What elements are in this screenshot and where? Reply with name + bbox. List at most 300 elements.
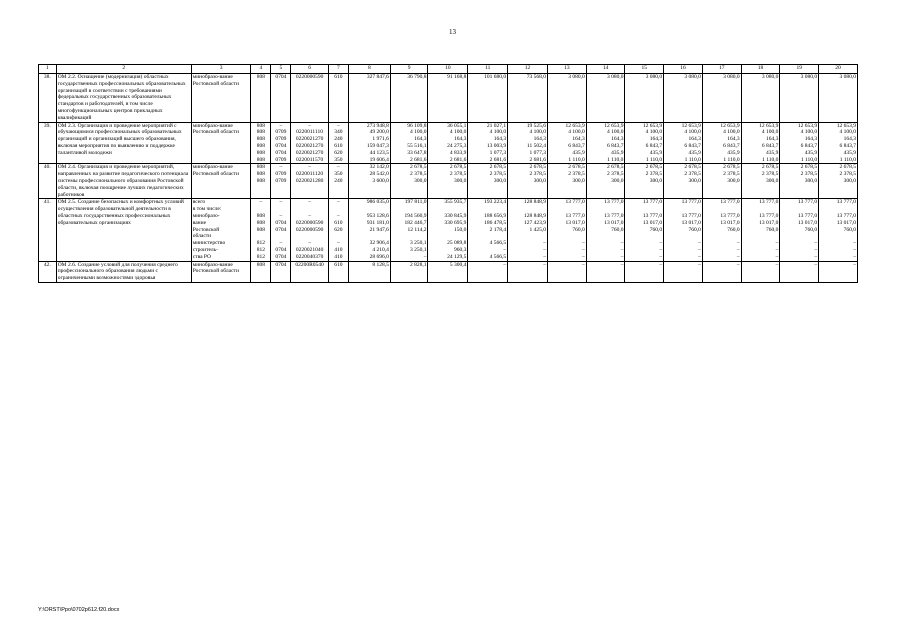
executor-line: всего (192, 199, 206, 206)
column-header: 9 (390, 65, 428, 74)
cell-value: 4 100,0 (800, 129, 818, 136)
cell-value: 13 017,0 (759, 219, 779, 226)
amount-cell (702, 74, 741, 123)
cell-value: – (698, 246, 701, 253)
cell-value: 808 (256, 171, 266, 178)
cell-value: 0704 (275, 219, 287, 226)
cell-value: – (581, 246, 585, 253)
cell-value (626, 233, 662, 240)
cell-value: – (659, 246, 663, 253)
executor-line: вание (192, 219, 207, 226)
amount-cell (664, 164, 703, 199)
amount-cell (390, 261, 428, 282)
cell-value: 2 178,4 (489, 226, 507, 233)
cell-value: – (736, 261, 740, 268)
cell-value: – (423, 253, 427, 260)
cell-value (626, 206, 662, 213)
cell-value: 4 833,9 (449, 149, 467, 156)
cell-value: 0704 (275, 253, 287, 260)
cell-value: 812 (256, 246, 266, 253)
cell-value: 2 678,5 (568, 164, 585, 171)
cell-value: 11 502,4 (526, 142, 546, 149)
cell-value: 164,3 (572, 136, 585, 143)
code-cell (251, 199, 271, 261)
cell-value: – (620, 240, 624, 247)
cell-value: 164,3 (611, 136, 624, 143)
cell-value: 13 777,0 (759, 199, 779, 206)
cell-value: – (620, 246, 624, 253)
cell-value: 55 516,1 (407, 142, 427, 149)
cell-value: 435,9 (572, 149, 585, 156)
cell-value: 32 142,0 (369, 164, 389, 171)
cell-value: 760,0 (766, 226, 779, 233)
executor-line: в том числе: (192, 206, 222, 213)
amount-cell (348, 261, 390, 282)
cell-value: 2 678,5 (684, 164, 701, 171)
cell-value: 435,9 (688, 149, 701, 156)
amount-cell (468, 122, 508, 164)
cell-value: – (620, 261, 624, 268)
cell-value: 13 017,0 (642, 219, 663, 226)
cell-value: 0704 (275, 149, 287, 156)
cell-value: 13 777,0 (797, 212, 818, 219)
cell-value: 2 678,5 (645, 164, 663, 171)
amount-cell (819, 74, 858, 123)
code-cell (271, 164, 291, 199)
cell-value: 0220021280 (295, 177, 324, 184)
cell-value: 13 017,0 (836, 219, 856, 226)
cell-value: 6 843,7 (645, 142, 663, 149)
column-header: 17 (702, 65, 741, 74)
cell-value: 2 378,5 (568, 171, 585, 178)
cell-value: 435,9 (804, 149, 818, 156)
cell-value: 986 035,0 (366, 199, 389, 206)
row-number: 39. (39, 122, 57, 164)
cell-value: 13 777,0 (565, 199, 585, 206)
cell-value: – (308, 240, 311, 247)
page-number: 13 (449, 28, 456, 36)
cell-value: 164,3 (414, 136, 427, 143)
cell-value (665, 233, 701, 240)
amount-cell (547, 261, 586, 282)
cell-value: 164,3 (533, 136, 546, 143)
cell-value: 19 525,6 (526, 122, 546, 129)
column-header: 2 (56, 65, 191, 74)
column-header: 18 (741, 65, 780, 74)
cell-value: 330 845,9 (444, 212, 467, 219)
amount-cell (780, 199, 819, 261)
cell-value: – (853, 240, 856, 247)
cell-value: 6 843,7 (684, 142, 701, 149)
cell-value: 300,0 (493, 177, 507, 184)
amount-cell (586, 74, 625, 123)
cell-value: 12 653,9 (642, 122, 663, 129)
cell-value: – (698, 240, 701, 247)
cell-value: 13 777,0 (836, 199, 856, 206)
cell-value (292, 233, 327, 240)
cell-value (272, 206, 289, 213)
cell-value (704, 206, 740, 213)
cell-value: 13 017,0 (565, 219, 585, 226)
cell-value (820, 206, 856, 213)
cell-value: 44 123,5 (369, 149, 389, 156)
amount-cell (625, 199, 664, 261)
code-cell (271, 261, 291, 282)
amount-cell (780, 164, 819, 199)
cell-value: – (543, 240, 546, 247)
amount-cell (547, 122, 586, 164)
cell-value: 12 114,2 (407, 226, 427, 233)
cell-value: – (503, 261, 507, 268)
cell-value: 2 378,5 (761, 171, 779, 178)
cell-value: 2 681,6 (409, 156, 427, 163)
cell-value: 12 653,9 (759, 122, 779, 129)
cell-value (509, 233, 546, 240)
cell-value (252, 206, 269, 213)
cell-value (588, 233, 624, 240)
table-row (39, 261, 858, 282)
cell-value: 0709 (275, 129, 287, 136)
cell-value: 36 055,1 (447, 122, 467, 129)
cell-value: 13 777,0 (720, 199, 740, 206)
amount-cell (547, 74, 586, 123)
cell-value: 3 080,0 (645, 74, 663, 80)
cell-value: 0220040370 (295, 253, 324, 260)
column-header: 10 (428, 65, 468, 74)
column-header: 5 (271, 65, 291, 74)
cell-value: 1 971,6 (372, 136, 389, 143)
cell-value: – (853, 253, 856, 260)
cell-value: 13 003,9 (486, 142, 507, 149)
cell-value: 4 100,0 (409, 129, 427, 136)
cell-value: 188 656,9 (484, 212, 507, 219)
cell-value: 350 (334, 171, 343, 178)
cell-value: 300,0 (649, 177, 663, 184)
cell-value (549, 206, 585, 213)
amount-cell (819, 199, 858, 261)
code-cell (328, 261, 348, 282)
cell-value: 33 647,8 (407, 149, 427, 156)
cell-value: 300,0 (533, 177, 546, 184)
code-cell (291, 199, 329, 261)
cell-value: 760,0 (649, 226, 663, 233)
cell-value: 13 777,0 (604, 199, 624, 206)
code-cell (328, 122, 348, 164)
cell-value: – (279, 212, 283, 219)
cell-value: 300,0 (804, 177, 818, 184)
cell-value: 3 080,0 (839, 74, 856, 80)
cell-value: 300,0 (611, 177, 624, 184)
cell-value: 3 080,0 (723, 74, 740, 80)
table-row (39, 74, 858, 123)
measure-name: ОМ 2.4. Организация и проведение мероприятий, направленных на развитие педагогического потенциала системы профессионального образования Ростовской области, включая поощрение лучших педагогических работников (56, 164, 191, 199)
cell-value: 164,3 (727, 136, 740, 143)
column-header: 14 (586, 65, 625, 74)
amount-cell (428, 164, 468, 199)
cell-value: 19 606,4 (369, 156, 389, 163)
cell-value: 1 110,0 (645, 156, 663, 163)
cell-value: – (279, 122, 283, 129)
cell-value: 0709 (275, 156, 287, 163)
table-row (39, 164, 858, 199)
cell-value: 49 200,0 (369, 129, 389, 136)
cell-value: – (503, 246, 507, 253)
cell-value: 159 047,3 (366, 142, 389, 149)
table-row (39, 199, 858, 261)
cell-value: 12 653,9 (604, 122, 624, 129)
column-header: 1 (39, 65, 57, 74)
cell-value: 2 678,5 (449, 164, 467, 171)
cell-value: 808 (256, 74, 266, 80)
cell-value: 300,0 (727, 177, 740, 184)
cell-value: 1 077,3 (529, 149, 546, 156)
cell-value: 610 (334, 142, 343, 149)
executor: минобразо-вание Ростовской области (191, 122, 251, 164)
cell-value: 8 128,5 (372, 261, 389, 268)
cell-value: 13 017,0 (681, 219, 701, 226)
cell-value: 760,0 (611, 226, 624, 233)
column-header: 15 (625, 65, 664, 74)
cell-value: 1 110,0 (800, 156, 818, 163)
cell-value: – (543, 253, 546, 260)
cell-value: 0220021040 (295, 246, 324, 253)
cell-value: 164,3 (453, 136, 467, 143)
cell-value: 91 168,8 (447, 74, 467, 80)
measure-name: ОМ 2.2. Оснащение (модернизация) областных государственных профессиональных образовательных организаций в соответствии с требованиями федеральных государственных образовательных стандартов и работодателей, в том числе многофункциональных центров прикладных квалификаций (56, 74, 191, 123)
cell-value: 13 777,0 (681, 212, 701, 219)
code-cell (271, 74, 291, 123)
cell-value: 13 777,0 (604, 212, 624, 219)
cell-value: – (581, 253, 585, 260)
cell-value: 435,9 (727, 149, 740, 156)
cell-value: 960,3 (453, 246, 467, 253)
cell-value: 1 110,0 (839, 156, 856, 163)
cell-value: 6 843,7 (800, 142, 818, 149)
cell-value: 13 777,0 (836, 212, 856, 219)
amount-cell (702, 199, 741, 261)
cell-value (781, 233, 817, 240)
amount-cell (390, 74, 428, 123)
cell-value (252, 233, 269, 240)
cell-value: 4 566,5 (489, 240, 507, 247)
cell-value: 2 378,5 (839, 171, 856, 178)
amount-cell (468, 74, 508, 123)
cell-value: – (775, 246, 779, 253)
cell-value: 0220000590 (295, 219, 324, 226)
cell-value: 2 678,5 (761, 164, 779, 171)
amount-cell (819, 122, 858, 164)
amount-cell (390, 164, 428, 199)
amount-cell (508, 164, 548, 199)
amount-cell (586, 199, 625, 261)
cell-value: 4 100,0 (606, 129, 624, 136)
cell-value: 808 (256, 129, 266, 136)
cell-value: 0709 (275, 171, 287, 178)
cell-value: – (543, 261, 546, 268)
cell-value: 2 681,6 (529, 156, 546, 163)
cell-value: 0704 (275, 261, 287, 268)
cell-value: 610 (334, 74, 343, 80)
cell-value: 164,3 (766, 136, 779, 143)
cell-value: 4 566,5 (489, 253, 507, 260)
cell-value: 0704 (275, 74, 287, 80)
cell-value: 300,0 (453, 177, 467, 184)
amount-cell (664, 74, 703, 123)
cell-value: 2 378,5 (606, 171, 624, 178)
amount-cell (586, 261, 625, 282)
cell-value: 2 678,5 (606, 164, 624, 171)
cell-value (292, 206, 327, 213)
cell-value: 812 (256, 240, 266, 247)
executor: минобразо-вание Ростовской области (191, 74, 251, 123)
cell-value: 164,3 (688, 136, 701, 143)
executor: минобразо-вание Ростовской области (191, 164, 251, 199)
cell-value: 73 568,0 (526, 74, 546, 80)
amount-cell (508, 261, 548, 282)
cell-value: 620 (334, 226, 343, 233)
cell-value: 808 (256, 226, 266, 233)
cell-value: 4 100,0 (449, 129, 467, 136)
code-cell (328, 199, 348, 261)
cell-value: – (814, 240, 818, 247)
column-header: 3 (191, 65, 251, 74)
column-header: 12 (508, 65, 548, 74)
cell-value: 101 680,0 (484, 74, 507, 80)
cell-value: 2 378,5 (409, 171, 427, 178)
cell-value: 12 653,9 (681, 122, 701, 129)
amount-cell (625, 74, 664, 123)
cell-value: 0220000590 (295, 226, 324, 233)
amount-cell (780, 261, 819, 282)
header-row (39, 65, 858, 74)
cell-value: – (853, 261, 856, 268)
cell-value: – (308, 199, 311, 206)
amount-cell (390, 122, 428, 164)
cell-value: 13 017,0 (720, 219, 740, 226)
amount-cell (819, 261, 858, 282)
amount-cell (780, 74, 819, 123)
cell-value: 812 (256, 253, 266, 260)
cell-value: 5 300,4 (449, 261, 467, 268)
executor: минобразо-вание Ростовской области (191, 261, 251, 282)
cell-value: 164,3 (804, 136, 818, 143)
amount-cell (625, 122, 664, 164)
cell-value: 164,3 (843, 136, 856, 143)
cell-value (330, 233, 347, 240)
cell-value: – (259, 199, 263, 206)
cell-value: 2 378,5 (449, 171, 467, 178)
measure-name: ОМ 2.6. Создание условий для получения среднего профессионального образования людьми с ограниченными возможностями здоровья (56, 261, 191, 282)
amount-cell (702, 122, 741, 164)
cell-value: 808 (256, 142, 266, 149)
cell-value: 0220011110 (296, 129, 324, 136)
cell-value (743, 233, 779, 240)
cell-value: 2 681,6 (489, 156, 507, 163)
cell-value: 12 653,9 (797, 122, 818, 129)
cell-value: 6 843,7 (839, 142, 856, 149)
cell-value: 128 848,9 (523, 212, 546, 219)
cell-value (588, 206, 624, 213)
cell-value: 0220021270 (295, 149, 324, 156)
cell-value: 2 678,5 (723, 164, 740, 171)
cell-value: 300,0 (843, 177, 856, 184)
row-number: 38. (39, 74, 57, 123)
cell-value (549, 233, 585, 240)
cell-value: 13 777,0 (797, 199, 818, 206)
cell-value (509, 206, 546, 213)
cell-value: 4 100,0 (568, 129, 585, 136)
cell-value: 21 947,6 (369, 226, 389, 233)
amount-cell (428, 261, 468, 282)
cell-value: 0220021270 (295, 136, 324, 143)
cell-value (350, 206, 389, 213)
cell-value: 32 906,4 (369, 240, 389, 247)
amount-cell (625, 261, 664, 282)
cell-value (330, 206, 347, 213)
cell-value: 1 077,3 (489, 149, 507, 156)
cell-value: 435,9 (611, 149, 624, 156)
cell-value (392, 206, 427, 213)
cell-value: 13 017,0 (797, 219, 818, 226)
column-header: 4 (251, 65, 271, 74)
executor (191, 199, 251, 261)
executor-line: минобразо- (192, 212, 220, 219)
cell-value (392, 233, 427, 240)
amount-cell (702, 164, 741, 199)
amount-cell (348, 74, 390, 123)
cell-value: 410 (334, 246, 343, 253)
cell-value: 0220011570 (295, 156, 324, 163)
cell-value: – (698, 253, 701, 260)
cell-value: 6 843,7 (761, 142, 779, 149)
cell-value: – (775, 261, 779, 268)
table-row (39, 122, 858, 164)
cell-value: 28 542,0 (369, 171, 389, 178)
cell-value: 13 777,0 (642, 199, 663, 206)
cell-value: 4 100,0 (839, 129, 856, 136)
amount-cell (468, 164, 508, 199)
cell-value: 4 100,0 (645, 129, 663, 136)
row-number: 42. (39, 261, 57, 282)
cell-value: – (581, 261, 585, 268)
amount-cell (741, 122, 780, 164)
cell-value: 1 110,0 (762, 156, 779, 163)
cell-value: – (336, 164, 340, 171)
cell-value: 435,9 (843, 149, 856, 156)
cell-value: 13 777,0 (565, 212, 585, 219)
cell-value: 4 100,0 (489, 129, 507, 136)
row-number: 40. (39, 164, 57, 199)
cell-value: 3 080,0 (684, 74, 701, 80)
cell-value: 808 (256, 122, 266, 129)
cell-value: 186 478,5 (484, 219, 507, 226)
column-header: 8 (348, 65, 390, 74)
cell-value: 808 (256, 177, 266, 184)
cell-value: 2 678,5 (409, 164, 427, 171)
cell-value: 1 110,0 (723, 156, 740, 163)
cell-value: 3 600,0 (372, 177, 389, 184)
cell-value (350, 233, 389, 240)
cell-value: 355 935,7 (444, 199, 467, 206)
amount-cell (547, 199, 586, 261)
column-header: 19 (780, 65, 819, 74)
table-body (39, 74, 858, 283)
cell-value: 760,0 (688, 226, 701, 233)
amount-cell (428, 199, 468, 261)
cell-value: – (336, 199, 340, 206)
row-number: 41. (39, 199, 57, 261)
cell-value: 340 (334, 129, 343, 136)
